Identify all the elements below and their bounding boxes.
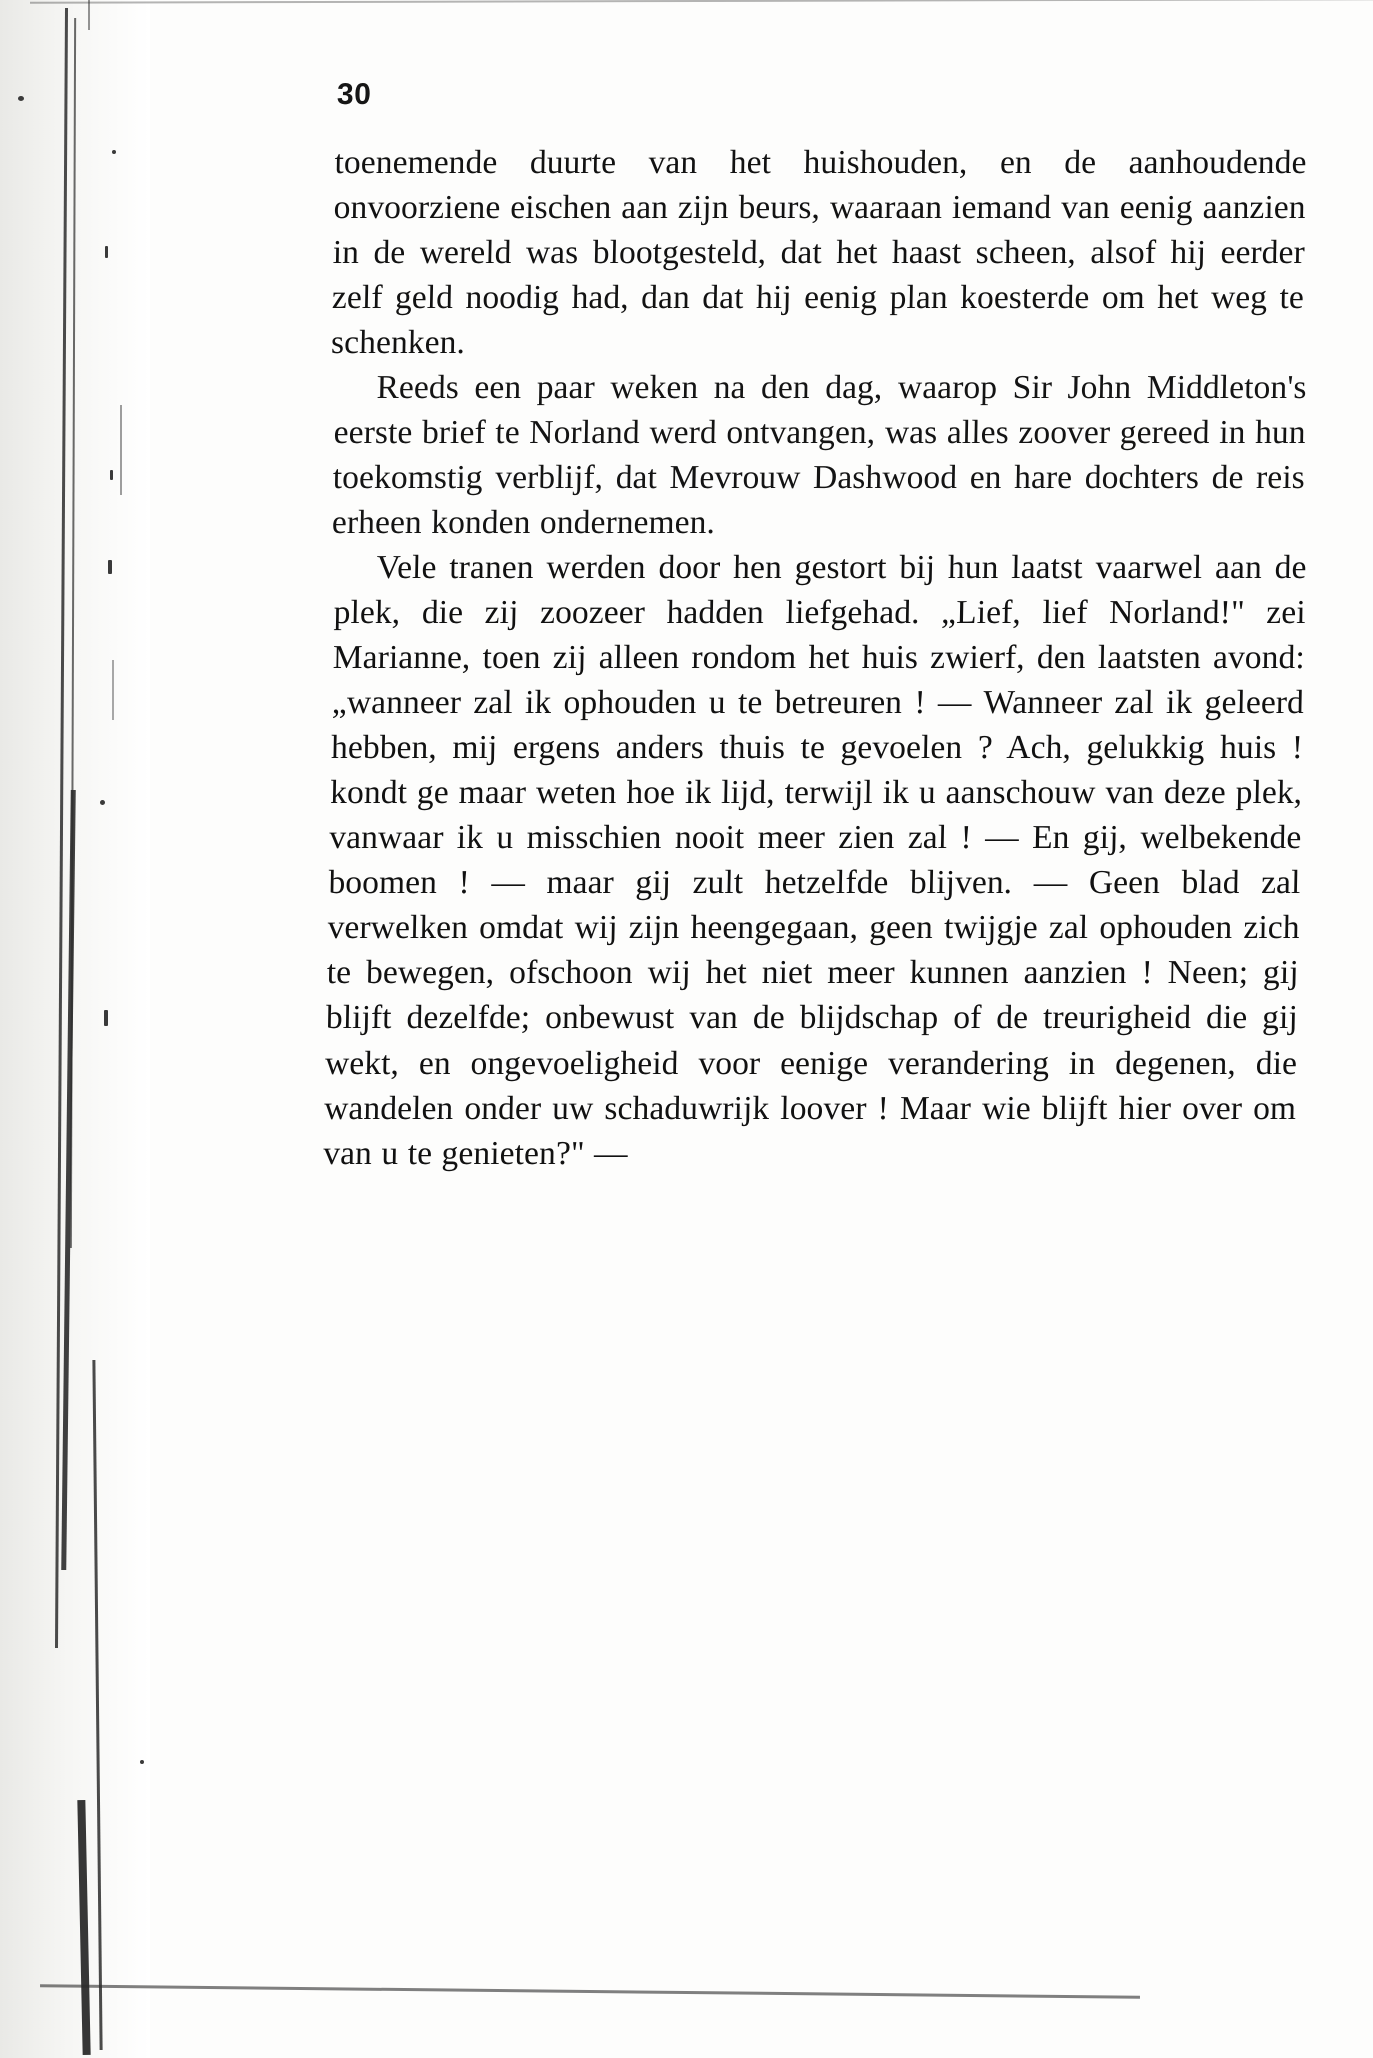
- scan-speck: [18, 96, 24, 101]
- scan-artifact-line: [88, 0, 90, 30]
- scan-speck: [112, 150, 116, 154]
- scan-artifact-line: [112, 660, 114, 720]
- scan-speck: [104, 1010, 108, 1026]
- scan-artifact-line: [70, 18, 76, 1248]
- body-paragraph: toenemende duurte van het huishouden, en de aanhoudende onvoorziene eischen aan zijn beurs, waaraan iemand van eenig aanzien in de wereld was blootgesteld, dat het haast scheen, alsof hij eerder zelf geld noodig had, dan dat hij eenig plan koesterde om het weg te schenken.: [330, 144, 1307, 362]
- scan-artifact-line: [30, 0, 1373, 4]
- page-text-block: [322, 78, 1307, 1176]
- scan-artifact-line: [120, 405, 122, 495]
- body-paragraph: Vele tranen werden door hen gestort bij hun laatst vaarwel aan de plek, die zij zoozeer hadden liefgehad. „Lief, lief Norland!" zei Marianne, toen zij alleen rondom het huis zwierf, den laatsten avond: „wanneer zal ik ophouden u te betreuren ! — Wanneer zal ik geleerd hebben, mij ergens anders thuis te gevoelen ? Ach, gelukkig huis ! kondt ge maar weten hoe ik lijd, terwijl ik u aanschouw van deze plek, vanwaar ik u misschien nooit meer zien zal ! — En gij, welbekende boomen ! — maar gij zult hetzelfde blijven. — Geen blad zal verwelken omdat wij zijn heengegaan, geen twijgje zal ophouden zich te bewegen, ofschoon wij het niet meer kunnen aanzien ! Neen; gij blijft dezelfde; onbewust van de blijdschap of de treurigheid die gij wekt, en ongevoeligheid voor eenige verandering in degenen, die wandelen onder uw schaduwrijk loover ! Maar wie blijft hier over om van u te genieten?" —: [322, 549, 1307, 1173]
- page-gutter-shadow: [0, 0, 150, 2058]
- scan-speck: [100, 800, 105, 805]
- scan-artifact-line: [92, 1360, 102, 2050]
- scan-speck: [108, 560, 112, 574]
- scan-speck: [105, 246, 108, 258]
- scan-speck: [110, 470, 113, 480]
- scan-artifact-line: [61, 790, 76, 1570]
- scan-artifact-line: [40, 1984, 1140, 1999]
- scan-artifact-line: [55, 8, 68, 1648]
- scan-artifact-line: [77, 1800, 90, 2055]
- body-paragraph: Reeds een paar weken na den dag, waarop Sir John Middleton's eerste brief te Norland werd ontvangen, was alles zoover gereed in hun toekomstig verblijf, dat Mevrouw Dashwood en hare dochters de reis erheen konden ondernemen.: [331, 369, 1307, 542]
- scan-speck: [140, 1760, 144, 1764]
- page-number: 30: [336, 78, 372, 111]
